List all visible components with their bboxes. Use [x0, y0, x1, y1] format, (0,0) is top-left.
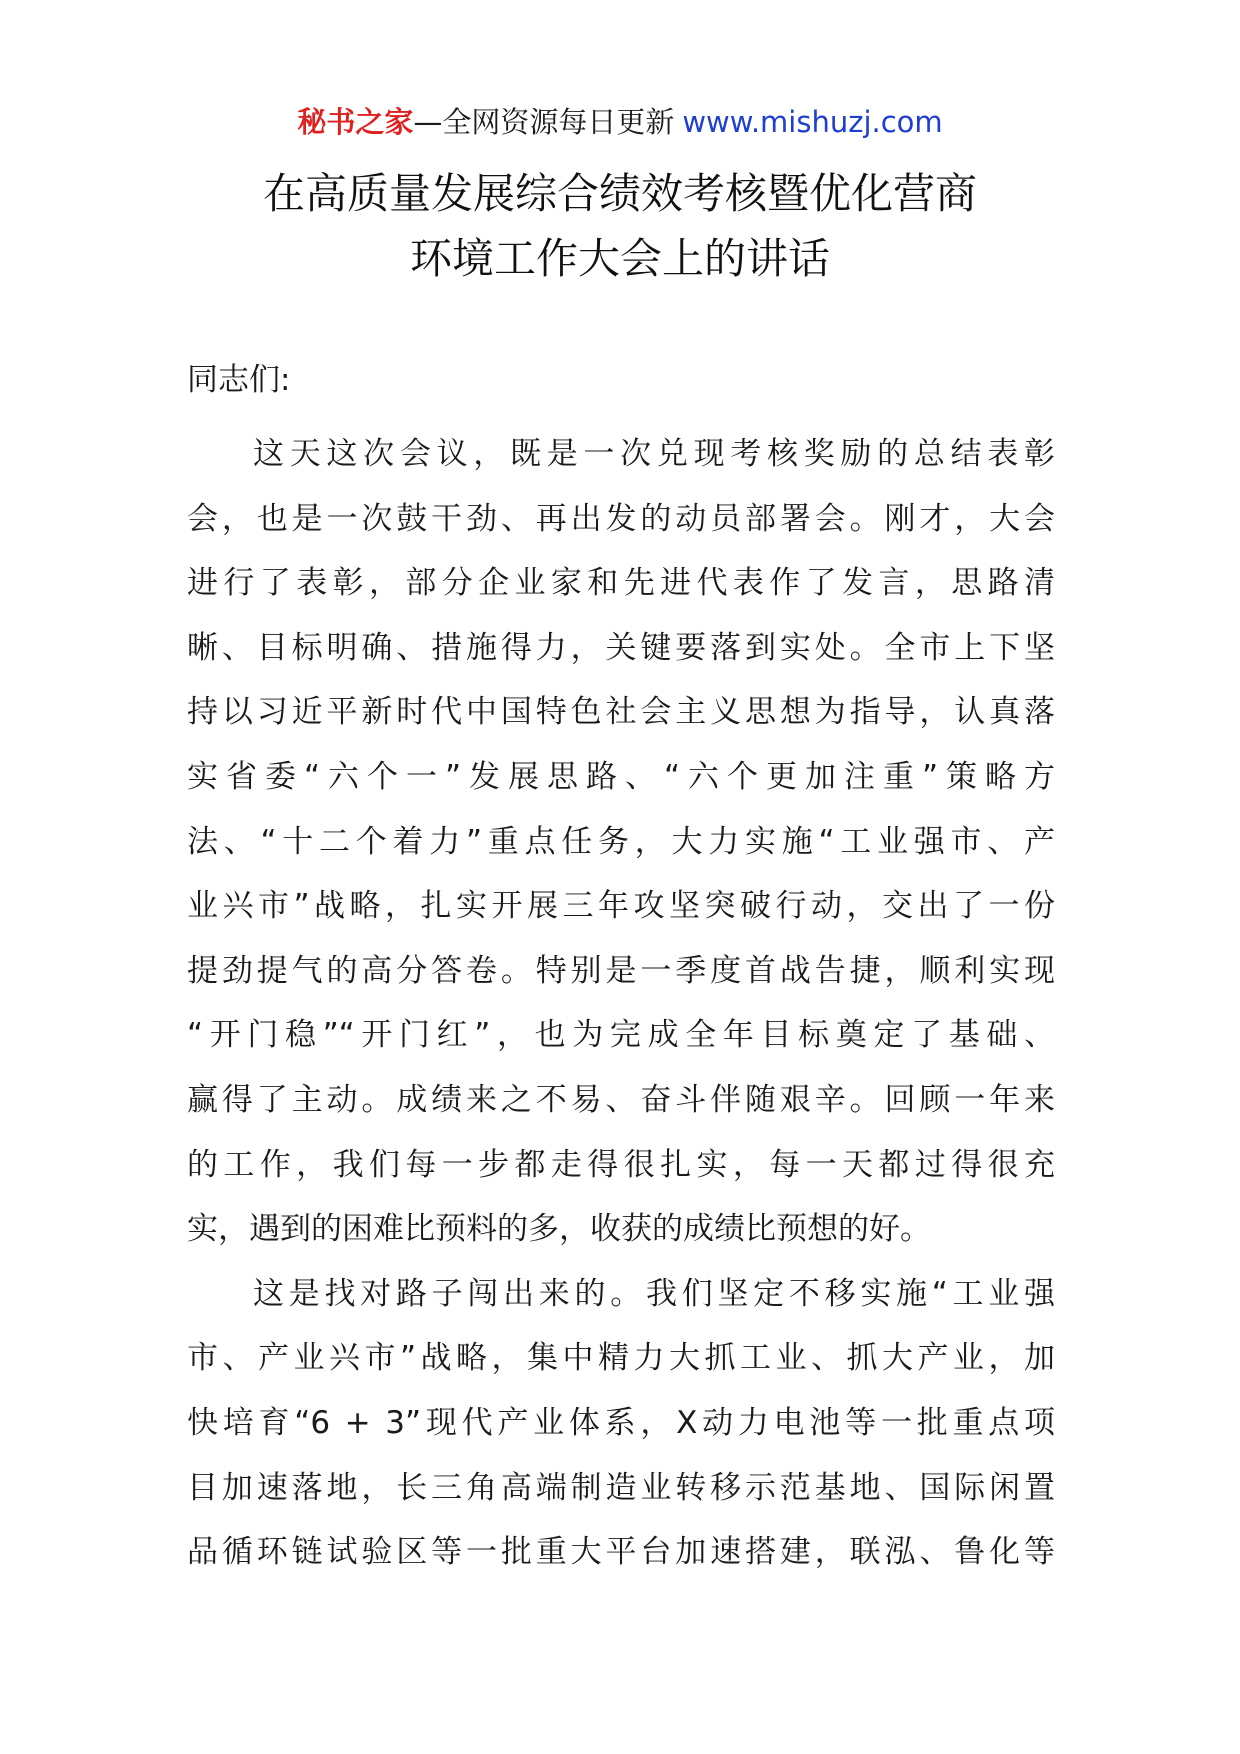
site-banner — [0, 102, 1240, 142]
paragraph-line: 业兴市”战略，扎实开展三年攻坚突破行动，交出了一份 — [187, 888, 1055, 925]
paragraph-2 — [187, 1262, 1055, 1585]
title-line-2: 环境工作大会上的讲话 — [409, 233, 830, 283]
page-title — [0, 162, 1240, 291]
paragraph-line: 法、“十二个着力”重点任务，大力实施“工业强市、产 — [187, 823, 1055, 860]
paragraph-line: 目加速落地，长三角高端制造业转移示范基地、国际闲置 — [187, 1469, 1055, 1506]
paragraph-line: 这是找对路子闯出来的。我们坚定不移实施“工业强 — [253, 1275, 1055, 1312]
paragraph-line: 进行了表彰，部分企业家和先进代表作了发言，思路清 — [187, 565, 1055, 602]
paragraph-line: 快培育“6 + 3”现代产业体系，X动力电池等一批重点项 — [187, 1404, 1055, 1441]
paragraph-line: “开门稳”“开门红”，也为完成全年目标奠定了基础、 — [187, 1017, 1055, 1054]
paragraph-line: 市、产业兴市”战略，集中精力大抓工业、抓大产业，加 — [187, 1340, 1055, 1377]
brand-name: 秘书之家 — [297, 105, 414, 139]
paragraph-1 — [187, 422, 1055, 1262]
paragraph-line: 实，遇到的困难比预料的多，收获的成绩比预想的好。 — [187, 1211, 931, 1248]
paragraph-line: 持以习近平新时代中国特色社会主义思想为指导，认真落 — [187, 694, 1055, 731]
site-url-link[interactable]: www.mishuzj.com — [682, 105, 943, 139]
paragraph-line: 赢得了主动。成绩来之不易、奋斗伴随艰辛。回顾一年来 — [187, 1081, 1055, 1118]
paragraph-line: 提劲提气的高分答卷。特别是一季度首战告捷，顺利实现 — [187, 952, 1055, 989]
paragraph-line: 晰、目标明确、措施得力，关键要落到实处。全市上下坚 — [187, 629, 1055, 666]
banner-slogan: —全网资源每日更新 — [413, 105, 675, 139]
greeting: 同志们: — [187, 362, 291, 398]
paragraph-line: 会，也是一次鼓干劲、再出发的动员部署会。刚才，大会 — [187, 500, 1055, 537]
paragraph-line: 这天这次会议，既是一次兑现考核奖励的总结表彰 — [253, 436, 1055, 472]
paragraph-line: 的工作，我们每一步都走得很扎实，每一天都过得很充 — [187, 1146, 1055, 1183]
paragraph-line: 实省委“六个一”发展思路、“六个更加注重”策略方 — [187, 758, 1055, 795]
paragraph-line: 品循环链试验区等一批重大平台加速搭建，联泓、鲁化等 — [187, 1534, 1055, 1571]
document-body — [187, 422, 1055, 1585]
title-line-1: 在高质量发展综合绩效考核暨优化营商 — [262, 169, 977, 218]
